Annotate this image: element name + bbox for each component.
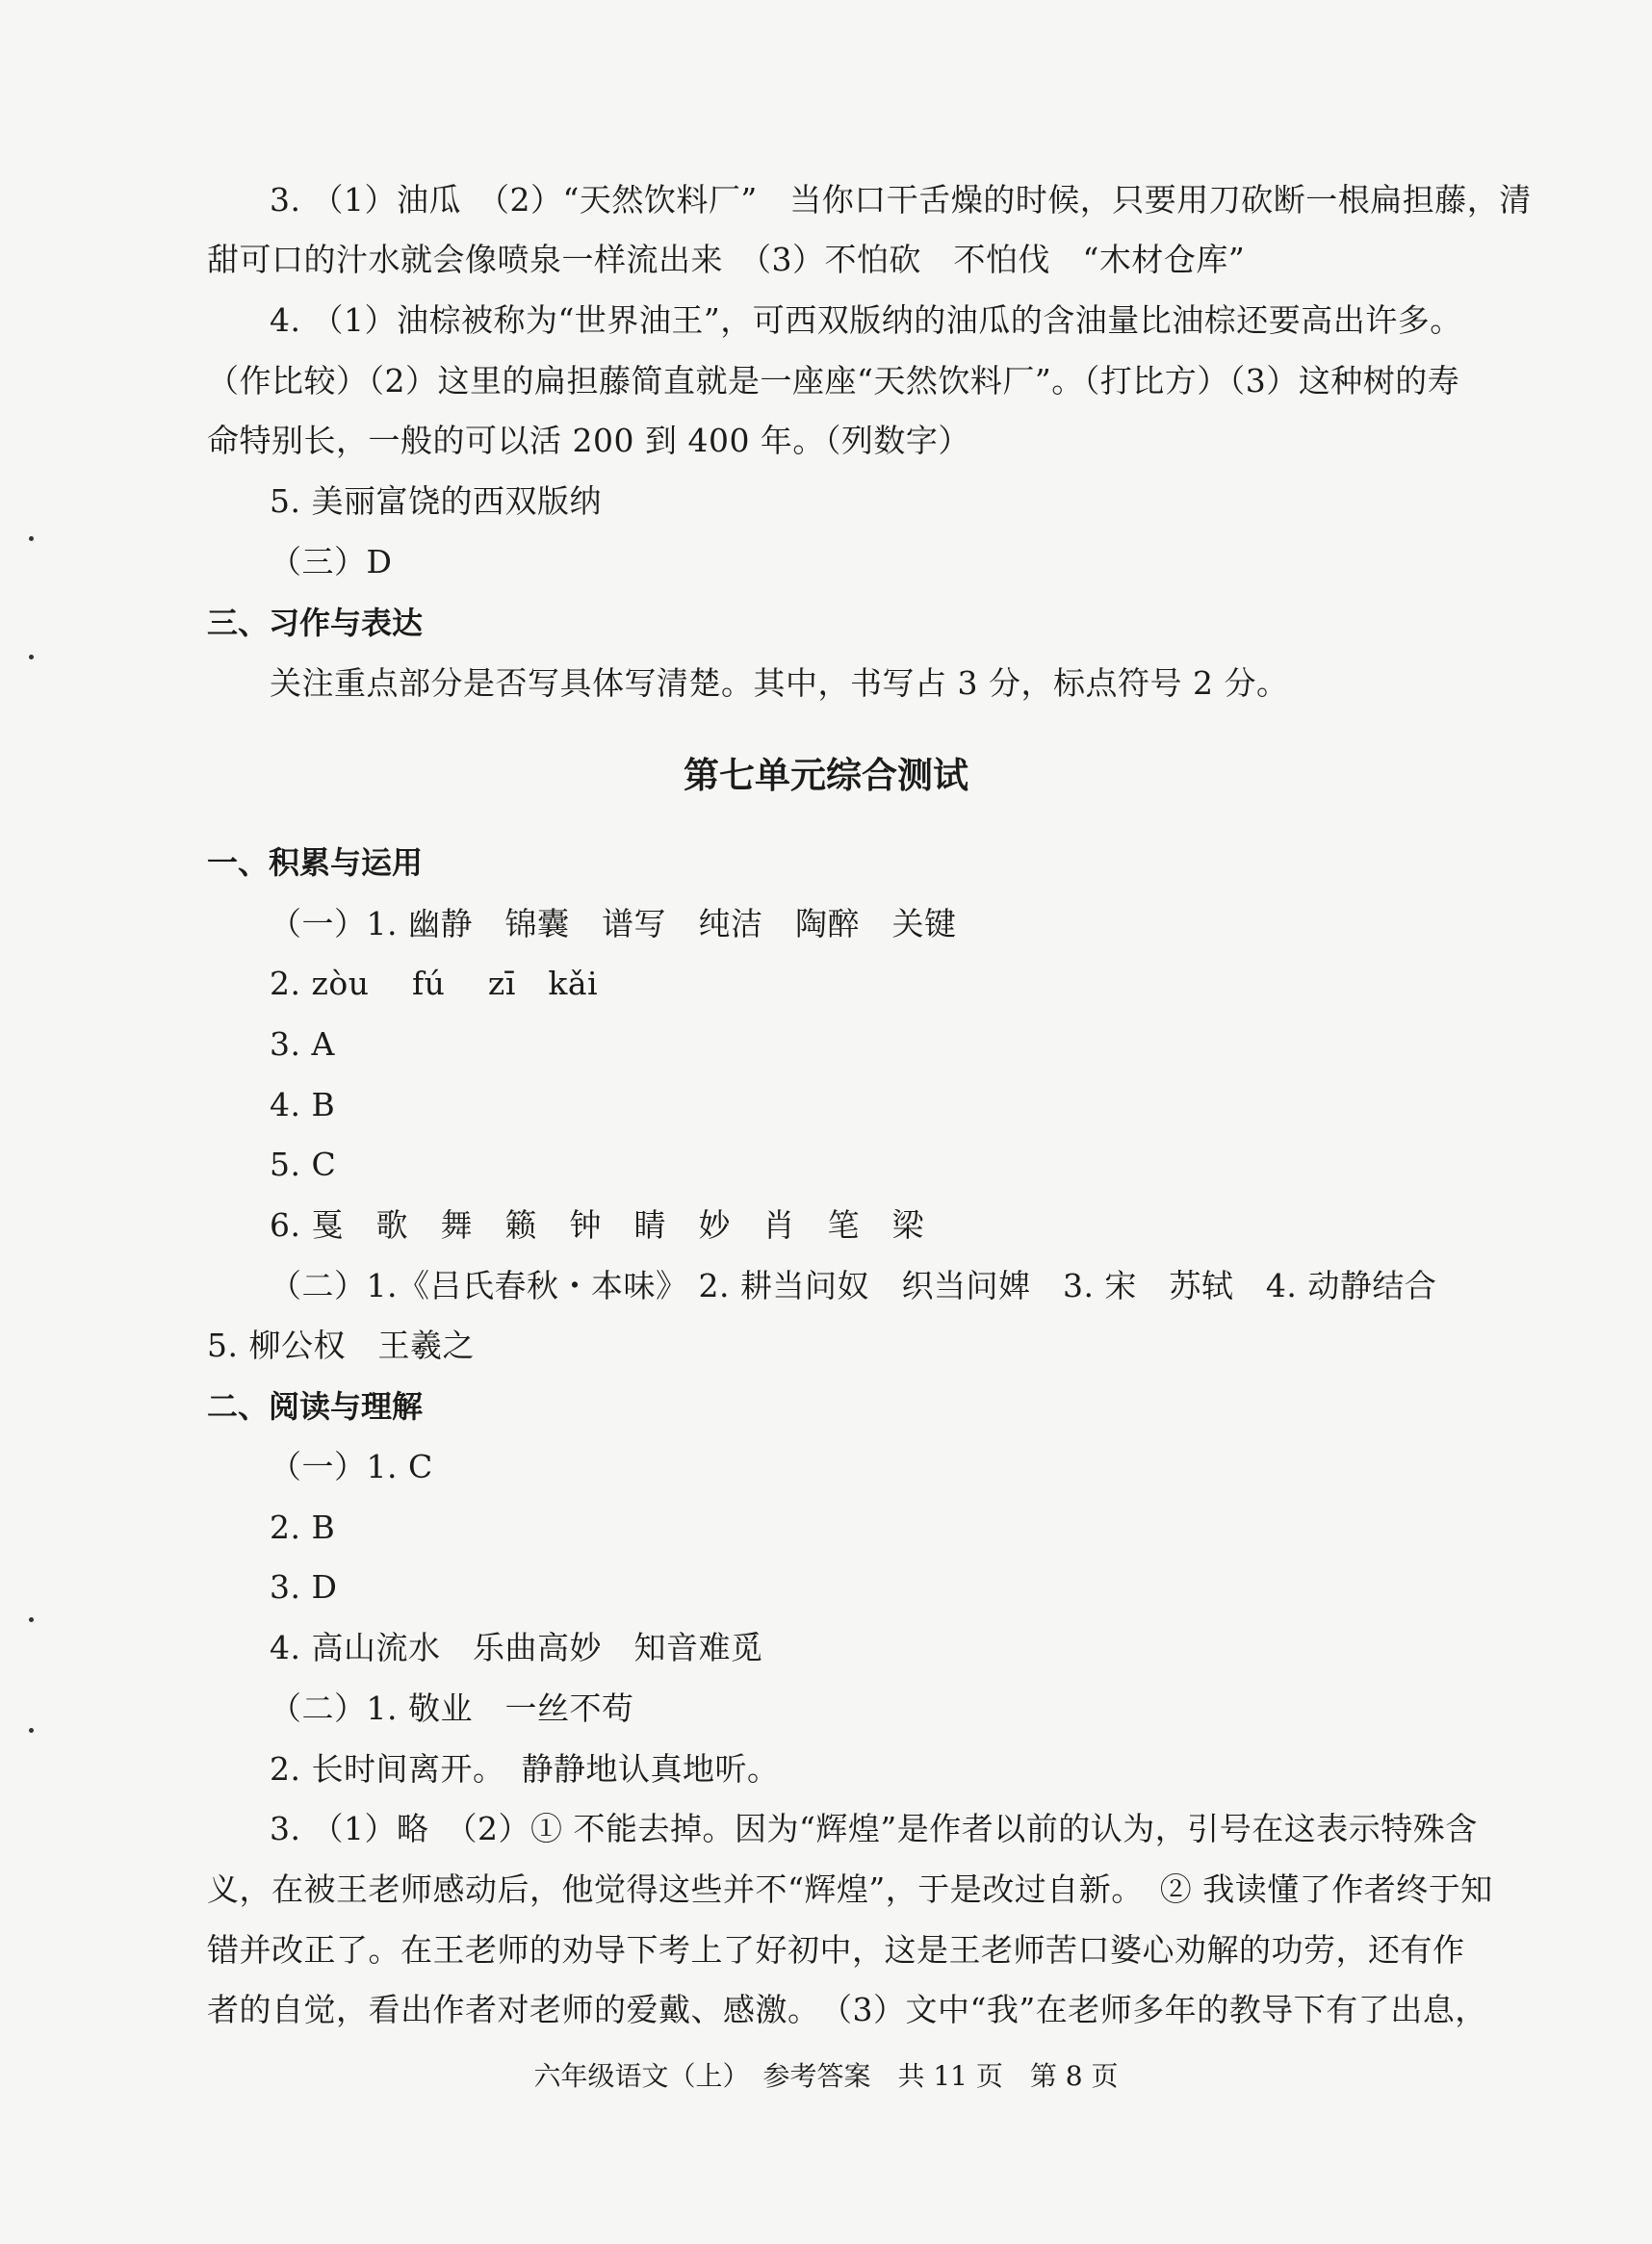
answer-line: （一）1. C [270, 1448, 433, 1485]
scan-speck [29, 536, 34, 541]
section-heading-accumulation: 一、积累与运用 [207, 844, 424, 881]
answer-line: 3. （1）油瓜 （2）“天然饮料厂” 当你口干舌燥的时候，只要用刀砍断一根扁担藤，清 [270, 181, 1532, 219]
scan-speck [29, 1728, 34, 1733]
answer-line: 2. B [270, 1509, 336, 1546]
answer-line: 3. （1）略 （2）① 不能去掉。因为“辉煌”是作者以前的认为，引号在这表示特殊含 [270, 1810, 1478, 1847]
answer-line: 5. 柳公权 王羲之 [207, 1327, 475, 1364]
unit-title: 第七单元综合测试 [684, 754, 968, 796]
answer-line: 者的自觉，看出作者对老师的爱戴、感激。 （3）文中“我”在老师多年的教导下有了出息， [207, 1991, 1487, 2028]
section-heading-reading: 二、阅读与理解 [207, 1388, 424, 1425]
page-footer: 六年级语文（上） 参考答案 共 11 页 第 8 页 [533, 2060, 1119, 2092]
answer-line: 2. 长时间离开。 静静地认真地听。 [270, 1750, 780, 1788]
answer-line: 4. B [270, 1086, 336, 1123]
answer-line: （三）D [270, 543, 393, 580]
answer-line: 命特别长，一般的可以活 200 到 400 年。（列数字） [207, 422, 970, 459]
answer-line: （二）1. 敬业 一丝不苟 [270, 1689, 634, 1727]
scan-speck [29, 655, 34, 659]
section-heading-writing: 三、习作与表达 [207, 605, 424, 641]
scan-speck [29, 1617, 34, 1622]
answer-line: 甜可口的汁水就会像喷泉一样流出来 （3）不怕砍 不怕伐 “木材仓库” [207, 241, 1246, 278]
answer-line: 4. （1）油棕被称为“世界油王”，可西双版纳的油瓜的含油量比油棕还要高出许多。 [270, 301, 1462, 339]
answer-line: 2. zòu fú zī kǎi [270, 965, 599, 1002]
answer-line: 3. D [270, 1568, 338, 1606]
answer-line: （一）1. 幽静 锦囊 谱写 纯洁 陶醉 关键 [270, 905, 957, 942]
answer-line: 3. A [270, 1025, 335, 1063]
answer-line: 义，在被王老师感动后，他觉得这些并不“辉煌”，于是改过自新。 ② 我读懂了作者终于知 [207, 1870, 1493, 1908]
answer-line: 关注重点部分是否写具体写清楚。其中，书写占 3 分，标点符号 2 分。 [270, 664, 1289, 702]
answer-line: 错并改正了。在王老师的劝导下考上了好初中，这是王老师苦口婆心劝解的功劳，还有作 [207, 1931, 1465, 1969]
answer-line: 4. 高山流水 乐曲高妙 知音难觅 [270, 1629, 763, 1666]
answer-line: （二）1.《吕氏春秋・本味》 2. 耕当问奴 织当问婢 3. 宋 苏轼 4. 动静结合 [270, 1267, 1437, 1304]
answer-line: （作比较）（2）这里的扁担藤简直就是一座座“天然饮料厂”。（打比方）（3）这种树的寿 [207, 362, 1460, 400]
answer-line: 6. 戛 歌 舞 籁 钟 睛 妙 肖 笔 梁 [270, 1206, 924, 1244]
answer-line: 5. C [270, 1146, 337, 1183]
answer-line: 5. 美丽富饶的西双版纳 [270, 482, 602, 520]
